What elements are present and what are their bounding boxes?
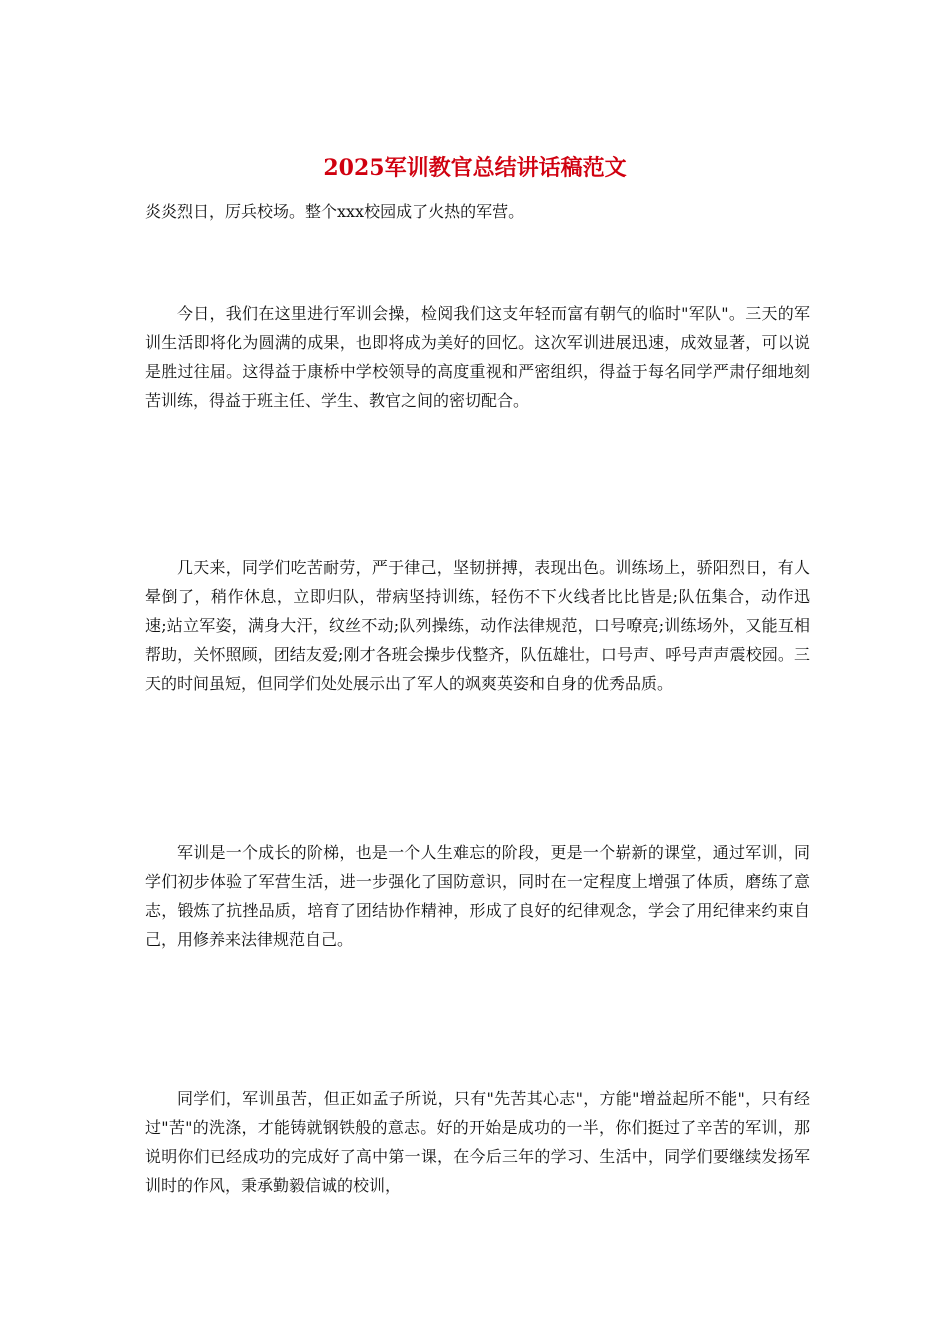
body-paragraph-2: 几天来，同学们吃苦耐劳，严于律己，坚韧拼搏，表现出色。训练场上，骄阳烈日，有人晕倒了，稍作休息，立即归队，带病坚持训练，轻伤不下火线者比比皆是;队伍集合，动作迅速;站立军姿，满身大汗，纹丝不动;队列操练，动作法律规范，口号嘹亮;训练场外，又能互相帮助，关怀照顾，团结友爱;刚才各班会操步伐整齐，队伍雄壮，口号声、呼号声声震校园。三天的时间虽短，但同学们处处展示出了军人的飒爽英姿和自身的优秀品质。 [145, 558, 810, 693]
intro-paragraph: 炎炎烈日，厉兵校场。整个xxx校园成了火热的军营。 [145, 202, 525, 221]
document-title: 2025军训教官总结讲话稿范文 [323, 155, 627, 181]
body-paragraph-4: 同学们，军训虽苦，但正如孟子所说，只有"先苦其心志"，方能"增益起所不能"，只有经过"苦"的洗涤，才能铸就钢铁般的意志。好的开始是成功的一半，你们挺过了辛苦的军训，那说明你们已经成功的完成好了高中第一课，在今后三年的学习、生活中，同学们要继续发扬军训时的作风，秉承勤毅信诚的校训， [145, 1089, 810, 1195]
body-paragraph-1: 今日，我们在这里进行军训会操，检阅我们这支年轻而富有朝气的临时"军队"。三天的军训生活即将化为圆满的成果，也即将成为美好的回忆。这次军训进展迅速，成效显著，可以说是胜过往届。这得益于康桥中学校领导的高度重视和严密组织，得益于每名同学严肃仔细地刻苦训练，得益于班主任、学生、教官之间的密切配合。 [145, 304, 810, 410]
body-paragraph-3: 军训是一个成长的阶梯，也是一个人生难忘的阶段，更是一个崭新的课堂，通过军训，同学们初步体验了军营生活，进一步强化了国防意识，同时在一定程度上增强了体质，磨练了意志，锻炼了抗挫品质，培育了团结协作精神，形成了良好的纪律观念，学会了用纪律来约束自己，用修养来法律规范自己。 [145, 843, 810, 949]
